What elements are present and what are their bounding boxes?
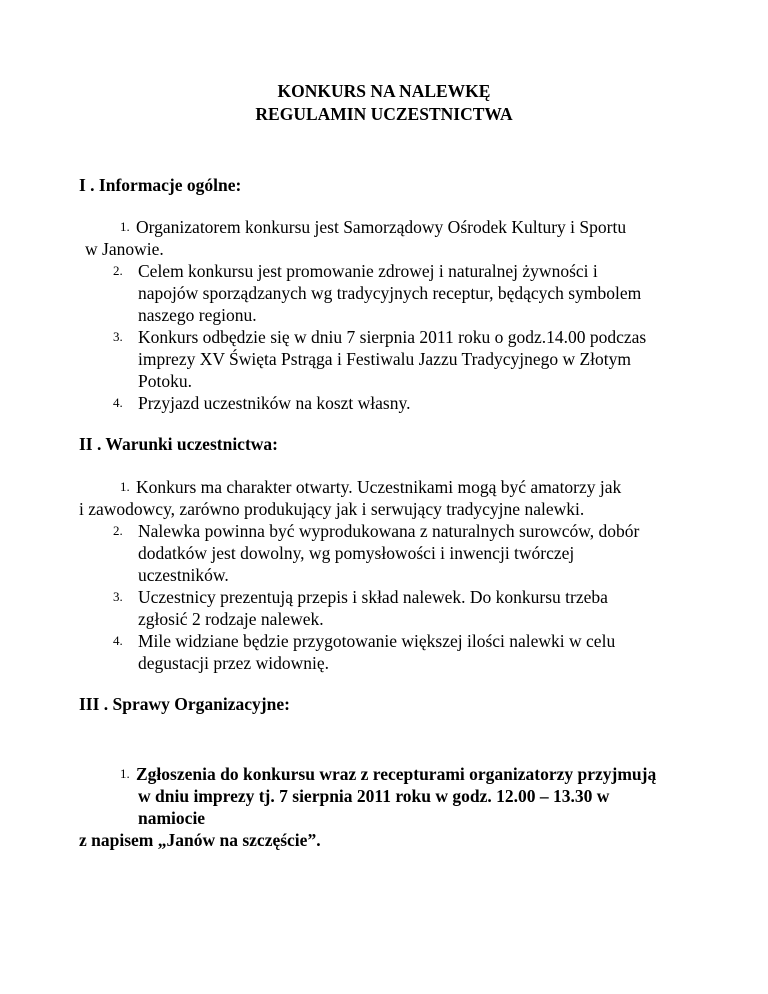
section-heading-organizational-matters: III . Sprawy Organizacyjne: <box>79 694 290 714</box>
section-heading-participation-conditions: II . Warunki uczestnictwa: <box>79 434 278 454</box>
list-number: 3. <box>113 329 123 344</box>
list-number: 1. <box>120 219 130 234</box>
list-item-text: napojów sporządzanych wg tradycyjnych receptur, będących symbolem <box>138 283 642 303</box>
list-item-text: w dniu imprezy tj. 7 sierpnia 2011 roku w godz. 12.00 – 13.30 w <box>138 786 610 806</box>
document-subtitle: REGULAMIN UCZESTNICTWA <box>255 104 513 124</box>
list-number: 4. <box>113 395 123 410</box>
list-item-text: Mile widziane będzie przygotowanie większej ilości nalewki w celu <box>138 631 616 651</box>
list-item-text: naszego regionu. <box>138 305 257 325</box>
list-item-text: uczestników. <box>138 565 229 585</box>
list-item-text: w Janowie. <box>85 239 164 259</box>
list-number: 3. <box>113 589 123 604</box>
list-number: 1. <box>120 479 130 494</box>
list-item-text: z napisem „Janów na szczęście”. <box>79 830 321 850</box>
list-item-text: Uczestnicy prezentują przepis i skład nalewek. Do konkursu trzeba <box>138 587 608 607</box>
list-number: 2. <box>113 263 123 278</box>
list-item-text: Nalewka powinna być wyprodukowana z naturalnych surowców, dobór <box>138 521 640 541</box>
list-item-text: zgłosić 2 rodzaje nalewek. <box>138 609 324 629</box>
list-item-text: degustacji przez widownię. <box>138 653 329 673</box>
document-title-block <box>0 80 768 126</box>
list-number: 2. <box>113 523 123 538</box>
list-item-text: Potoku. <box>138 371 192 391</box>
document-title: KONKURS NA NALEWKĘ <box>277 81 491 101</box>
list-item-text: Zgłoszenia do konkursu wraz z recepturami organizatorzy przyjmują <box>136 764 657 784</box>
list-item-text: namiocie <box>138 808 206 828</box>
list-item-text: Organizatorem konkursu jest Samorządowy Ośrodek Kultury i Sportu <box>136 217 627 237</box>
list-number: 1. <box>120 766 130 781</box>
list-item-text: Przyjazd uczestników na koszt własny. <box>138 393 411 413</box>
list-item-text: i zawodowcy, zarówno produkujący jak i serwujący tradycyjne nalewki. <box>79 499 585 519</box>
list-item-text: Celem konkursu jest promowanie zdrowej i naturalnej żywności i <box>138 261 598 281</box>
list-item-text: dodatków jest dowolny, wg pomysłowości i inwencji twórczej <box>138 543 575 563</box>
list-item-text: Konkurs ma charakter otwarty. Uczestnikami mogą być amatorzy jak <box>136 477 622 497</box>
list-item-text: Konkurs odbędzie się w dniu 7 sierpnia 2011 roku o godz.14.00 podczas <box>138 327 647 347</box>
list-number: 4. <box>113 633 123 648</box>
section-heading-general-info: I . Informacje ogólne: <box>79 175 242 195</box>
list-item-text: imprezy XV Święta Pstrąga i Festiwalu Jazzu Tradycyjnego w Złotym <box>138 349 632 369</box>
